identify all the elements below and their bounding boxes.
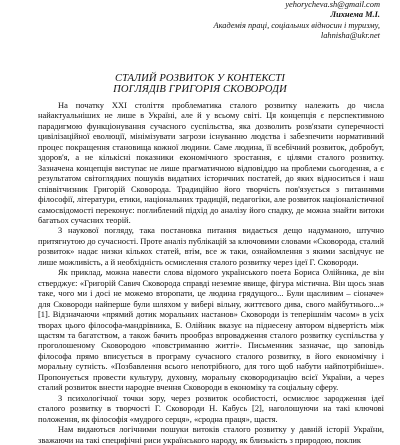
author-email-2[interactable]: lahnisha@ukr.net: [320, 30, 380, 40]
page-title: [0, 73, 400, 96]
author-email[interactable]: yehorycheva.sh@gmail.com: [285, 0, 380, 9]
paragraph: На початку XXI століття проблематика сталого розвитку належить до числа найактуальніших не лише в Україні, але й у всьому світі. Ця концепція є перспективною парадигмою функціонування сучасного суспільства, яка дозволить розв'язати суперечності цивілізаційної еволюції, мінімізувати загрози існуванню людства і забезпечити нормативний процес покращення становища кожної людини. Саме людина, її всебічний розвиток, добробут, здоров'я, а не кількісні показники економічного зростання, є цілями сталого розвитку. Зазначена концепція виступає не лише прагматичною відповіддю на проблеми сьогодення, а є результатом світоглядних пошуків видатних історичних постатей, до яких відноситься і наш співвітчизник Григорій Сковорода. Традиційно його творчість пов'язується з питаннями філософії, літератури, етики, національних традицій, педагогіки, але розвиток націоналістичної самосвідомості переконує: поглиблений підхід до аналізу його спадку, де можна знайти витоки багатьох сучасних теорій.: [38, 100, 384, 225]
author-name: Лихнема М.І.: [330, 10, 380, 20]
title-line-2: ПОГЛЯДІВ ГРИГОРІЯ СКОВОРОДИ: [113, 84, 287, 96]
author-info: [180, 0, 380, 41]
title-line-1: СТАЛИЙ РОЗВИТОК У КОНТЕКСТІ: [115, 73, 285, 84]
paragraph: З наукової погляду, така постановка питання видається дещо надуманою, штучно притягнутою до сучасності. Проте аналіз публікацій за ключовими словами «Сковорода, сталий розвиток» надає низки кількох статей, втім, все ж таки, ознайомлення з якими засвідчує не лише можливість, а й необхідність осмислення сталого розвитку через ідеї Г. Сковороди.: [38, 225, 384, 267]
paragraph: Нам видаються логічними пошуки витоків сталого розвитку у давній історії України, зважаючи на такі специфічні риси українського народу, як близькість з природою, поклик: [38, 424, 384, 445]
paragraph: З психологічної точки зору, через розвиток особистості, осмислює зародження ідеї сталого розвитку в творчості Г. Сковороди Н. Кабусь [2], наголошуючи на такі ключові положення, як філософія «мудрого серця», «сродна праця», щастя.: [38, 392, 384, 424]
paragraph: Як приклад, можна навести слова відомого українського поета Бориса Олійника, де він стверджує: «Григорій Савич Сковорода справді неземне явище, фігура містична. Він щось знав таке, чого ми і досі не можемо второпати, це людина грядущого... Були щасливим – сіоначе» для Сковороди найперше були шляхом у вибері вільну, життєвого дива, свого майбутнього...» [1]. Відзначаючи «прямий дотик моральних настанов» Сковороди із теперішнім часом» в усіх творах цього філософа-мандрівника, Б. Олійник вказує на піднесену автором відвертість між щастям та багатством, а також бачить прообраз впровадження сталого розвитку суспільства у проголошеному Сковородою «повстриманню житті». Письменник зазначає, що заповідь філософа прямо вписується в програму сучасного сталого розвитку, в його економічну і моральну сутність. «Позбавлення всього непотрібного, для того щоб набути найпотрібніше». Пропонується провести культуру, духовну, моральну сковородизацію всієї України, а через сталий розвиток внести народне вчення Сковороди в економіку та соціальну сферу.: [38, 267, 384, 393]
article-body: [38, 100, 384, 445]
author-affiliation: Академія праці, соціальних відносин і туризму,: [213, 20, 380, 30]
